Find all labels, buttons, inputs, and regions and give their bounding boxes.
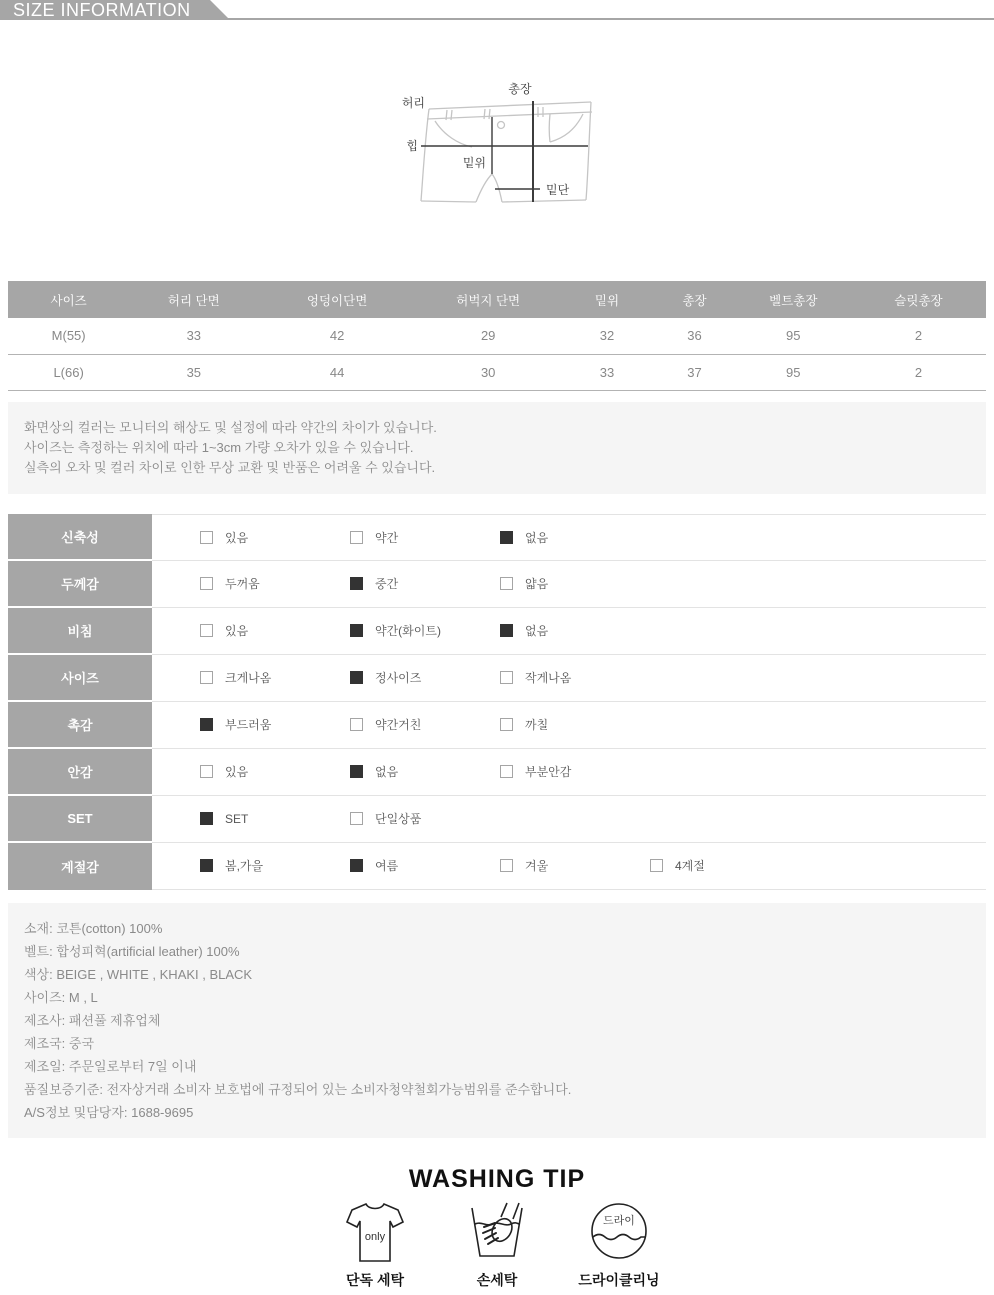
product-info-line: 벨트: 합성피혁(artificial leather) 100% — [24, 943, 240, 959]
feature-option — [350, 810, 500, 827]
checkbox-icon — [500, 671, 513, 684]
table-row — [8, 318, 986, 354]
diagram-label-rise: 밑위 — [462, 156, 486, 170]
tshirt-only-text: only — [364, 1230, 386, 1243]
product-info-line: 사이즈: M , L — [24, 989, 98, 1005]
feature-option — [200, 575, 350, 592]
checkbox-icon — [350, 859, 363, 872]
size-cell: M(55) — [8, 318, 129, 354]
washing-tip-title: WASHING TIP — [408, 1164, 586, 1193]
feature-label: 두께감 — [8, 561, 152, 608]
diagram-label-hem: 밑단 — [546, 183, 570, 197]
feature-option-label: 있음 — [225, 530, 249, 545]
feature-option-label: 작게나옴 — [525, 671, 572, 685]
feature-option — [500, 716, 650, 733]
dryclean-text: 드라이 — [603, 1214, 635, 1227]
feature-option-label: 겨울 — [525, 859, 549, 873]
feature-label: 안감 — [8, 749, 152, 796]
product-info-line: 제조사: 패션풀 제휴업체 — [24, 1012, 161, 1028]
feature-option — [500, 857, 650, 874]
size-cell: 33 — [129, 318, 258, 354]
feature-option-label: 약간(화이트) — [375, 624, 441, 638]
checkbox-icon — [350, 765, 363, 778]
dryclean-icon — [588, 1202, 650, 1264]
feature-row-stretch — [8, 514, 986, 561]
table-row — [8, 354, 986, 390]
size-cell: 44 — [258, 354, 415, 390]
page-title: SIZE INFORMATION — [13, 0, 191, 20]
product-info-line: 제조국: 중국 — [24, 1035, 95, 1051]
feature-table — [8, 514, 986, 890]
size-table-header-row — [8, 281, 986, 318]
checkbox-icon — [200, 812, 213, 825]
size-cell: 95 — [736, 354, 851, 390]
column-header: 엉덩이단면 — [258, 281, 415, 318]
feature-option-label: 없음 — [525, 624, 549, 638]
checkbox-icon — [200, 531, 213, 544]
feature-option-label: 없음 — [375, 765, 399, 779]
feature-option — [350, 529, 500, 546]
checkbox-icon — [200, 765, 213, 778]
feature-option-label: 약간거친 — [375, 718, 422, 732]
checkbox-icon — [350, 531, 363, 544]
feature-option — [350, 622, 500, 639]
feature-option-label: 부드러움 — [225, 718, 272, 732]
feature-option — [500, 622, 650, 639]
checkbox-icon — [350, 624, 363, 637]
feature-option-label: 있음 — [225, 624, 249, 638]
feature-option-label: 얇음 — [525, 577, 549, 591]
feature-option — [350, 669, 500, 686]
feature-label: SET — [8, 796, 152, 843]
feature-option — [200, 812, 350, 826]
feature-row-thickness — [8, 561, 986, 608]
feature-option — [200, 763, 350, 780]
washing-item-separate-wash — [329, 1202, 421, 1290]
feature-option-label: 까칠 — [525, 718, 549, 732]
checkbox-icon — [200, 671, 213, 684]
checkbox-icon — [650, 859, 663, 872]
feature-label: 비침 — [8, 608, 152, 655]
product-info-line: 소재: 코튼(cotton) 100% — [24, 920, 163, 936]
diagram-label-hip: 힙 — [406, 139, 418, 153]
size-cell: 30 — [416, 354, 561, 390]
checkbox-icon — [500, 577, 513, 590]
size-diagram-container — [0, 80, 994, 218]
feature-option-label: 중간 — [375, 577, 399, 591]
notice-box — [8, 402, 986, 494]
feature-option-label: 정사이즈 — [375, 671, 422, 685]
feature-option — [200, 716, 350, 733]
column-header: 허리 단면 — [129, 281, 258, 318]
diagram-label-total-length: 총장 — [508, 82, 532, 96]
checkbox-icon — [200, 577, 213, 590]
feature-option-label: 크게나옴 — [225, 671, 272, 685]
product-info-line: A/S정보 및담당자: 1688-9695 — [24, 1104, 194, 1120]
washing-item-label: 드라이클리닝 — [578, 1271, 660, 1288]
checkbox-icon — [350, 718, 363, 731]
size-cell: 35 — [129, 354, 258, 390]
product-info-line: 제조일: 주문일로부터 7일 이내 — [24, 1058, 197, 1074]
column-header: 벨트총장 — [736, 281, 851, 318]
feature-option-label: 단일상품 — [375, 812, 422, 826]
washing-tip-section — [0, 1164, 994, 1290]
checkbox-icon — [200, 859, 213, 872]
column-header: 밑위 — [561, 281, 654, 318]
size-cell: 32 — [561, 318, 654, 354]
product-info-line: 색상: BEIGE , WHITE , KHAKI , BLACK — [24, 966, 253, 982]
checkbox-icon — [350, 812, 363, 825]
checkbox-icon — [350, 671, 363, 684]
washing-item-dry-clean — [573, 1202, 665, 1290]
feature-label: 촉감 — [8, 702, 152, 749]
size-cell: L(66) — [8, 354, 129, 390]
checkbox-icon — [200, 624, 213, 637]
size-cell: 33 — [561, 354, 654, 390]
checkbox-icon — [500, 765, 513, 778]
notice-line: 실측의 오차 및 컬러 차이로 인한 무상 교환 및 반품은 어려울 수 있습니다. — [24, 459, 436, 475]
size-table — [8, 281, 986, 391]
feature-option — [500, 763, 650, 780]
size-cell: 2 — [851, 318, 986, 354]
feature-option-label: 여름 — [375, 859, 399, 873]
handwash-icon — [467, 1202, 527, 1264]
feature-option — [500, 529, 650, 546]
feature-option — [650, 857, 800, 874]
feature-row-lining — [8, 749, 986, 796]
washing-item-label: 단독 세탁 — [346, 1271, 404, 1288]
column-header: 총장 — [653, 281, 735, 318]
feature-option — [350, 763, 500, 780]
size-cell: 42 — [258, 318, 415, 354]
feature-option — [200, 529, 350, 546]
feature-option-label: 없음 — [525, 530, 549, 545]
column-header: 허벅지 단면 — [416, 281, 561, 318]
column-header: 슬릿총장 — [851, 281, 986, 318]
feature-label: 사이즈 — [8, 655, 152, 702]
feature-row-set — [8, 796, 986, 843]
feature-option-label: 두꺼움 — [225, 577, 260, 591]
feature-option — [350, 575, 500, 592]
checkbox-icon — [500, 624, 513, 637]
shorts-diagram — [392, 80, 602, 218]
notice-line: 사이즈는 측정하는 위치에 따라 1~3cm 가량 오차가 있을 수 있습니다. — [24, 439, 414, 455]
feature-option — [200, 857, 350, 874]
checkbox-icon — [350, 577, 363, 590]
washing-item-hand-wash — [451, 1202, 543, 1290]
size-cell: 2 — [851, 354, 986, 390]
notice-line: 화면상의 컬러는 모니터의 해상도 및 설정에 따라 약간의 차이가 있습니다. — [24, 419, 437, 435]
checkbox-icon — [500, 859, 513, 872]
feature-option — [500, 669, 650, 686]
feature-option — [200, 622, 350, 639]
checkbox-icon — [500, 531, 513, 544]
size-cell: 95 — [736, 318, 851, 354]
product-info-line: 품질보증기준: 전자상거래 소비자 보호법에 규정되어 있는 소비자청약철회가능범위를 준수합니다. — [24, 1081, 572, 1097]
feature-row-size-fit — [8, 655, 986, 702]
size-cell: 37 — [653, 354, 735, 390]
column-header: 사이즈 — [8, 281, 129, 318]
washing-item-label: 손세탁 — [476, 1271, 518, 1288]
section-header — [0, 0, 994, 20]
feature-option-label: 부분안감 — [525, 765, 572, 779]
size-cell: 29 — [416, 318, 561, 354]
feature-row-season — [8, 843, 986, 890]
diagram-label-waist: 허리 — [401, 96, 425, 110]
feature-option — [350, 857, 500, 874]
feature-option-label: SET — [225, 811, 249, 826]
feature-option — [350, 716, 500, 733]
feature-label: 신축성 — [8, 514, 152, 561]
feature-option-label: 봄,가을 — [225, 859, 264, 873]
feature-option — [500, 575, 650, 592]
tshirt-only-icon — [345, 1202, 405, 1264]
size-cell: 36 — [653, 318, 735, 354]
feature-row-sheerness — [8, 608, 986, 655]
checkbox-icon — [200, 718, 213, 731]
feature-option — [200, 669, 350, 686]
feature-row-texture — [8, 702, 986, 749]
feature-option-label: 4계절 — [675, 859, 705, 873]
feature-label: 계절감 — [8, 843, 152, 890]
feature-option-label: 있음 — [225, 765, 249, 779]
feature-option-label: 약간 — [375, 530, 399, 545]
checkbox-icon — [500, 718, 513, 731]
product-info-box — [8, 903, 986, 1138]
